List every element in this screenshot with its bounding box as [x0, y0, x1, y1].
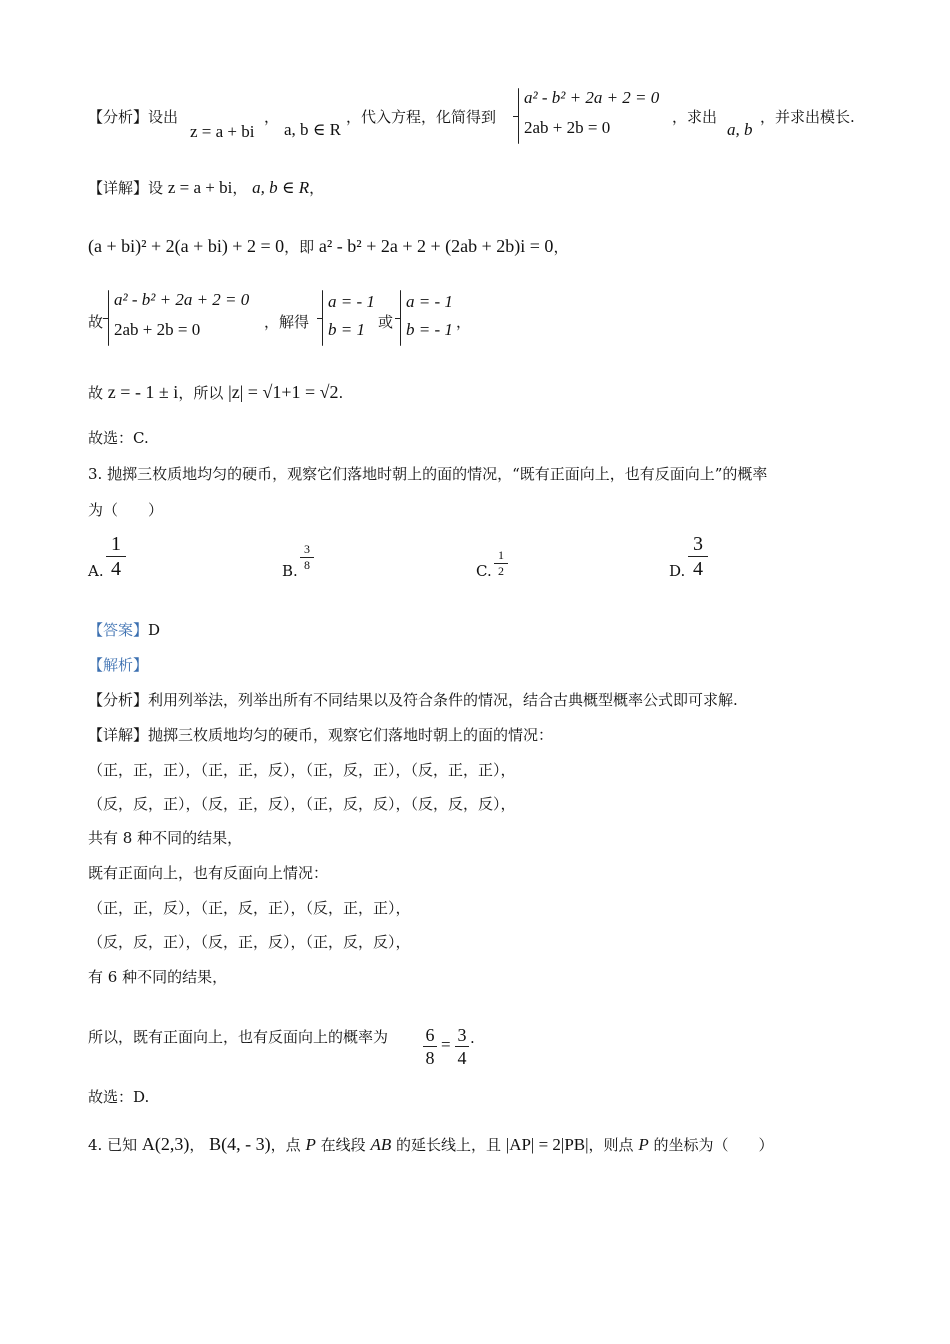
solution-brace-1	[322, 290, 323, 346]
favorable-2: （反，反，正），（反，正，反），（正，反，反），	[88, 933, 411, 951]
xiangjie-tag: 【详解】	[88, 726, 149, 744]
denominator: 4	[457, 1048, 467, 1068]
answer-tag: 【答案】	[88, 621, 149, 639]
denominator: 8	[304, 558, 310, 572]
z-definition: z = a + bi	[190, 122, 255, 141]
solution-1-b: b = 1	[328, 320, 365, 339]
xiangjie-line	[88, 725, 553, 745]
question-3-stem-end: 为（ ）	[88, 501, 164, 519]
solution-brace-2	[400, 290, 401, 346]
system-brace	[108, 290, 109, 346]
ab-in-R: a, b ∈ R	[252, 178, 310, 197]
comma: ，	[456, 313, 472, 331]
text: 故	[88, 313, 104, 331]
numerator: 6	[425, 1025, 435, 1045]
answer-line	[88, 620, 160, 640]
fraction-bar	[688, 556, 708, 557]
fraction-bar	[423, 1046, 437, 1047]
solution-2-b: b = - 1	[406, 320, 453, 339]
text: 4. 已知	[88, 1136, 138, 1154]
option-a-fraction	[106, 533, 126, 580]
numerator: 1	[111, 533, 121, 555]
length-condition: |AP| = 2|PB|	[505, 1135, 589, 1154]
choose-c: 故选：C.	[88, 429, 149, 447]
text: ，代入方程，化简得到	[346, 108, 497, 126]
numerator: 3	[457, 1025, 467, 1045]
fraction-bar	[106, 556, 126, 557]
solution-2-a: a = - 1	[406, 292, 453, 311]
fraction-6-8	[423, 1025, 437, 1068]
system-eq-1: a² - b² + 2a + 2 = 0	[114, 290, 250, 309]
text: ，并求出模长.	[760, 108, 855, 126]
analysis-tag: 【解析】	[88, 656, 149, 674]
comma: ，	[309, 179, 325, 197]
option-b-label: B.	[282, 562, 298, 580]
text: 设	[148, 179, 164, 197]
text: ，即	[284, 238, 315, 256]
denominator: 2	[498, 564, 504, 578]
z-definition: z = a + bi	[167, 178, 233, 197]
numerator: 3	[693, 533, 703, 555]
option-a-label: A.	[88, 562, 104, 580]
question-4	[88, 1134, 774, 1155]
text: 设出	[148, 108, 179, 126]
numerator: 1	[498, 548, 504, 562]
condition-line: 既有正面向上，也有反面向上情况：	[88, 864, 329, 882]
z-result: z = - 1 ± i	[107, 382, 179, 402]
option-c-label: C.	[476, 562, 492, 580]
equation-expanded: a² - b² + 2a + 2 + (2ab + 2b)i = 0	[318, 236, 554, 256]
comma: ，	[553, 238, 569, 256]
answer-value: D	[148, 621, 161, 639]
fraction-bar	[455, 1046, 469, 1047]
all-outcomes-2: （反，反，正），（反，正，反），（正，反，反），（反，反，反），	[88, 795, 516, 813]
solution-1-a: a = - 1	[328, 292, 375, 311]
period: .	[338, 384, 344, 402]
text: 或	[378, 313, 394, 331]
text: ，解得	[264, 313, 310, 331]
favorable-1: （正，正，反），（正，反，正），（反，正，正），	[88, 899, 411, 917]
option-b-fraction	[300, 543, 314, 572]
count-8: 共有 8 种不同的结果，	[88, 829, 243, 847]
comma: ，	[232, 179, 248, 197]
denominator: 4	[111, 558, 121, 580]
question-3-stem: 3. 抛掷三枚质地均匀的硬币，观察它们落地时朝上的面的情况，“既有正面向上，也有反面向上”的概率	[88, 465, 768, 483]
choose-d: 故选：D.	[88, 1088, 150, 1106]
text: ，点	[270, 1136, 301, 1154]
modulus-expr: |z| = √1+1 = √2	[228, 382, 339, 402]
system-eq-2: 2ab + 2b = 0	[114, 320, 201, 339]
detail-tag: 【详解】	[88, 179, 149, 197]
comma: ，	[189, 1136, 205, 1154]
point-p: P	[305, 1135, 316, 1154]
segment-ab: AB	[370, 1135, 392, 1154]
equation-line	[88, 236, 568, 257]
system-eq-1: a² - b² + 2a + 2 = 0	[524, 88, 660, 107]
modulus-line	[88, 382, 343, 403]
detail-line	[88, 178, 324, 198]
ab-in-R: a, b ∈ R	[284, 120, 341, 139]
count-6: 有 6 种不同的结果，	[88, 968, 228, 986]
text: 利用列举法，列举出所有不同结果以及符合条件的情况，结合古典概型概率公式即可求解.	[148, 691, 738, 709]
analysis-tag: 【分析】	[88, 108, 149, 126]
comma: ，	[264, 108, 280, 126]
conclusion-text: 所以，既有正面向上，也有反面向上的概率为	[88, 1028, 389, 1046]
fenxi-line	[88, 690, 738, 710]
system-eq-2: 2ab + 2b = 0	[524, 118, 611, 137]
fraction-3-4	[455, 1025, 469, 1068]
point-p: P	[638, 1135, 649, 1154]
analysis-line	[88, 107, 178, 127]
equals: =	[441, 1035, 451, 1054]
point-a: A(2,3)	[141, 1134, 190, 1154]
option-c-fraction	[494, 549, 508, 578]
text: ，求出	[672, 108, 718, 126]
denominator: 4	[693, 558, 703, 580]
ab-vars: a, b	[727, 120, 753, 139]
option-d-fraction	[688, 533, 708, 580]
option-d-label: D.	[669, 562, 686, 580]
fenxi-tag: 【分析】	[88, 691, 149, 709]
text: 故	[88, 384, 104, 402]
period: .	[470, 1029, 475, 1047]
text: ，所以	[178, 384, 224, 402]
text: 在线段	[320, 1136, 366, 1154]
equation-original: (a + bi)² + 2(a + bi) + 2 = 0	[88, 236, 285, 256]
text: 的延长线上，且	[396, 1136, 502, 1154]
text: 抛掷三枚质地均匀的硬币，观察它们落地时朝上的面的情况：	[148, 726, 554, 744]
text: 的坐标为（ ）	[653, 1136, 774, 1154]
point-b: B(4, - 3)	[209, 1134, 271, 1154]
all-outcomes-1: （正，正，正），（正，正，反），（正，反，正），（反，正，正），	[88, 761, 516, 779]
system-brace	[518, 88, 519, 144]
text: ，则点	[588, 1136, 634, 1154]
denominator: 8	[425, 1048, 435, 1068]
numerator: 3	[304, 542, 310, 556]
